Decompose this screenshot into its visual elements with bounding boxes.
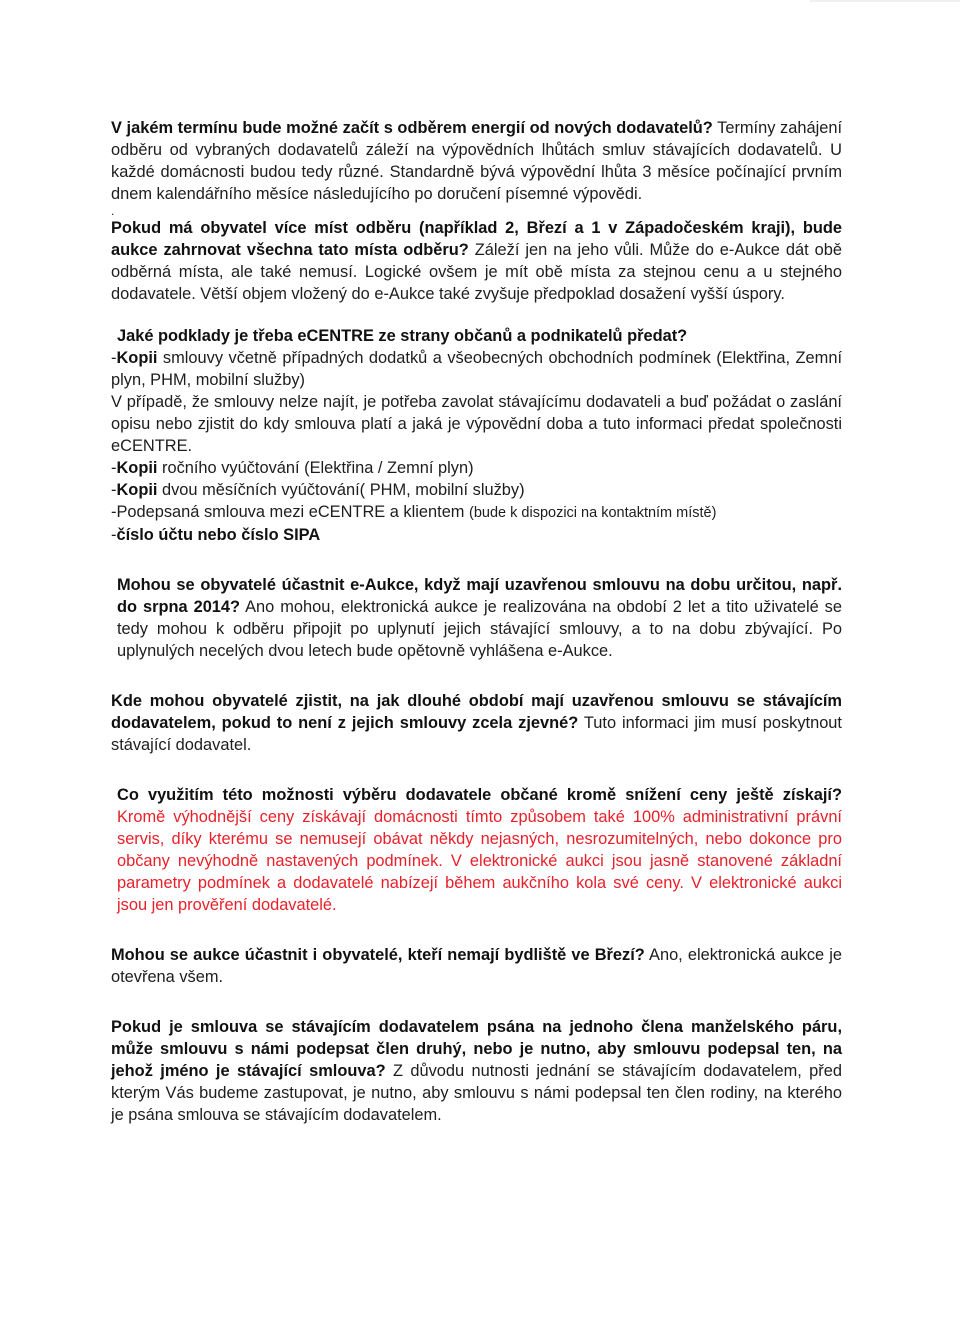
answer-benefits: Kromě výhodnější ceny získávají domácnosti tímto způsobem také 100% administrativní právní servis, díky kterému se nemusejí obávat někdy nejasných, nesrozumitelných, nebo dokonce pro občany nevýhodně nastavených podmínek. V elektronické aukci jsou jasně stanovené základní parametry podmínek a dodavatelé nabízejí během aukčního kola své ceny. V elektronické aukci jsou jen prověření dodavatelé.: [117, 808, 842, 914]
answer-non-residents: Ano, elektronická aukce je otevřena všem.: [111, 946, 842, 986]
answer-multiple-places: Záleží jen na jeho vůli. Může do e-Aukce dát obě odběrná místa, ale také nemusí. Logické ovšem je mít obě místa za stejnou cenu a u stejného dodavatele. Větší objem vložený do e-Aukce také zvyšuje předpoklad dosažení vyšší úspory.: [111, 241, 843, 303]
faq-item-multiple-places: [111, 217, 842, 305]
question-start-date: V jakém termínu bude možné začít s odběrem energií od nových dodavatelů?: [111, 119, 713, 137]
question-spouse-signature: Pokud je smlouva se stávajícím dodavatelem psána na jednoho člena manželského páru, může smlouvu s námi podepsat člen druhý, nebo je nutno, aby smlouvu podepsal ten, na jehož jméno je stávající smlouva?: [111, 1018, 842, 1080]
faq-item-non-residents: [111, 944, 842, 988]
top-edge-line: [810, 0, 960, 2]
question-non-residents: Mohou se aukce účastnit i obyvatelé, kteří nemají bydliště ve Březí?: [111, 946, 645, 964]
list-item: -Podepsaná smlouva mezi eCENTRE a klientem (bude k dispozici na kontaktním místě): [111, 503, 717, 521]
answer-fixed-term: Ano mohou, elektronická aukce je realizována na období 2 let a tito uživatelé se tedy mohou k odběru připojit po uplynutí jejich stávající smlouvy, a to na dobu zbývající. Po uplynulých necelých dvou letech bude opětovně vyhlášena e-Aukce.: [117, 598, 842, 660]
list-item: -číslo účtu nebo číslo SIPA: [111, 526, 321, 544]
document-page: [111, 117, 842, 1126]
list-item: -Kopii dvou měsíčních vyúčtování( PHM, mobilní služby): [111, 481, 525, 499]
question-multiple-places: Pokud má obyvatel více míst odběru (například 2, Březí a 1 v Západočeském kraji), bude aukce zahrnovat všechna tato místa odběru?: [111, 219, 842, 259]
answer-spouse-signature: Z důvodu nutnosti jednání se stávajícím dodavatelem, před kterým Vás budeme zastupovat, je nutno, aby smlouvu s námi podepsal ten člen rodiny, na kterého je psána smlouva se stávajícím dodavatelem.: [111, 1062, 842, 1124]
question-benefits: Co využitím této možnosti výběru dodavatele občané kromě snížení ceny ještě získají?: [117, 786, 842, 804]
faq-item-contract-period: [111, 690, 842, 756]
question-contract-period: Kde mohou obyvatelé zjistit, na jak dlouhé období mají uzavřenou smlouvu se stávajícím dodavatelem, pokud to není z jejich smlouvy zcela zjevné?: [111, 692, 842, 732]
question-documents-text: Jaké podklady je třeba eCENTRE ze strany občanů a podnikatelů předat?: [117, 327, 688, 345]
faq-item-spouse-signature: [111, 1016, 842, 1126]
answer-start-date: Termíny zahájení odběru od vybraných dodavatelů záleží na výpovědních lhůtách smluv stávajících dodavatelů. U každé domácnosti budou tedy různé. Standardně bývá výpovědní lhůta 3 měsíce počínající prvním dnem kalendářního měsíce následujícího po doručení písemné výpovědi.: [111, 119, 843, 203]
faq-item-start-date: [111, 117, 842, 205]
separator-dot: .: [111, 204, 115, 218]
faq-item-fixed-term: [111, 574, 842, 662]
list-item: -Kopii smlouvy včetně případných dodatků a všeobecných obchodních podmínek (Elektřina, Zemní plyn, PHM, mobilní služby): [111, 349, 842, 389]
list-item: V případě, že smlouvy nelze najít, je potřeba zavolat stávajícímu dodavateli a buď požádat o zaslání opisu nebo zjistit do kdy smlouva platí a jaká je výpovědní doba a tuto informaci předat společnosti eCENTRE.: [111, 393, 842, 455]
answer-contract-period: Tuto informaci jim musí poskytnout stávající dodavatel.: [111, 714, 842, 754]
list-item: -Kopii ročního vyúčtování (Elektřina / Zemní plyn): [111, 459, 474, 477]
question-fixed-term: Mohou se obyvatelé účastnit e-Aukce, když mají uzavřenou smlouvu na dobu určitou, např. do srpna 2014?: [117, 576, 842, 616]
documents-list: [111, 347, 842, 546]
faq-item-benefits: [111, 784, 842, 916]
question-documents: [111, 325, 842, 347]
